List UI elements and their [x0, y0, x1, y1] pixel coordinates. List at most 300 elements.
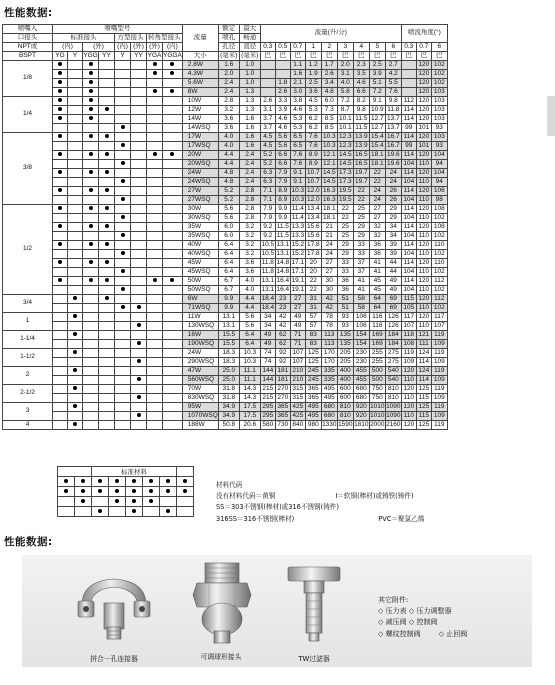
flow-value: 680	[353, 394, 369, 403]
availability-dot-icon	[58, 98, 62, 102]
availability-dot-icon	[89, 62, 93, 66]
availability-cell	[115, 295, 131, 304]
availability-cell	[53, 376, 68, 385]
availability-cell	[115, 421, 131, 430]
free-passage: 1.0	[239, 70, 260, 79]
availability-cell	[163, 187, 183, 196]
flow-value: 18.1	[370, 159, 384, 167]
spray-angle-value: 104	[401, 232, 416, 241]
availability-cell	[147, 394, 163, 403]
flow-value: 6.2	[305, 115, 321, 124]
pressure-3: 3	[337, 43, 353, 52]
flow-size: 40W	[182, 241, 218, 250]
flow-value: 16.7	[386, 132, 400, 140]
flow-value: 3.1	[337, 70, 353, 79]
free-passage: 2.4	[239, 178, 260, 187]
flow-value: 18.4	[261, 303, 275, 311]
availability-cell	[99, 115, 115, 124]
accessory-line-2: ◇ 减压阀 ◇ 控制阀	[378, 618, 438, 627]
availability-cell	[99, 250, 115, 259]
table-row	[3, 385, 448, 394]
availability-cell	[83, 313, 99, 322]
table-row	[3, 169, 448, 178]
bar-unit: 巴	[353, 52, 369, 61]
flow-value: 5.2	[260, 151, 275, 160]
availability-cell	[147, 331, 163, 340]
flow-value: 13.7	[386, 114, 400, 122]
material-cell	[143, 487, 160, 497]
availability-cell	[53, 421, 68, 430]
availability-cell	[99, 124, 115, 133]
flow-value: 10.9	[370, 105, 384, 113]
orifice-diameter: 9.9	[218, 295, 239, 304]
availability-cell	[53, 331, 68, 340]
flow-value: 245	[305, 367, 321, 376]
flow-size: 14WSQ	[182, 124, 218, 133]
pressure-2: 2	[321, 43, 337, 52]
availability-cell	[83, 61, 99, 70]
flow-value: 125	[305, 349, 321, 358]
spray-angle-value: 110	[416, 322, 431, 331]
availability-cell	[83, 133, 99, 142]
availability-cell	[68, 340, 83, 349]
flow-value: 107	[290, 349, 305, 358]
availability-cell	[115, 178, 131, 187]
flow-value: 230	[353, 358, 369, 367]
free-passage: 1.3	[239, 106, 260, 115]
availability-cell	[131, 160, 147, 169]
flow-value: 810	[337, 403, 353, 412]
flow-value: 5.2	[260, 160, 275, 169]
flow-value: 4.2	[385, 70, 401, 79]
availability-cell	[68, 304, 83, 313]
availability-dot-icon	[137, 359, 141, 363]
materials-row	[58, 497, 194, 507]
flow-size: 50WSQ	[182, 286, 218, 295]
flow-value: 9.8	[385, 97, 401, 106]
availability-dot-icon	[121, 287, 125, 291]
flow-lpm-header: 流量(升/分)	[260, 25, 401, 43]
flow-value: 58	[353, 295, 369, 304]
flow-value: 39	[385, 241, 401, 250]
flow-value: 83	[305, 340, 321, 349]
spray-angle-value: 114	[401, 106, 416, 115]
table-row	[3, 205, 448, 214]
material-dot-icon	[115, 479, 119, 483]
availability-cell	[99, 277, 115, 286]
availability-dot-icon	[89, 71, 93, 75]
availability-cell	[163, 385, 183, 394]
availability-cell	[131, 268, 147, 277]
spray-angle-value: 120	[401, 385, 416, 394]
flow-value: 12.3	[338, 132, 352, 140]
availability-cell	[68, 214, 83, 223]
availability-cell	[68, 160, 83, 169]
table-row	[3, 403, 448, 412]
availability-cell	[83, 196, 99, 205]
flow-value: 10.3	[291, 195, 305, 203]
availability-dot-icon	[89, 224, 93, 228]
table-row	[3, 304, 448, 313]
flow-value	[260, 79, 275, 88]
availability-dot-icon	[121, 269, 125, 273]
inlet-size: 1-1/4	[3, 331, 53, 349]
flow-value: 33	[337, 268, 353, 277]
orifice-diameter: 9.9	[218, 304, 239, 313]
availability-cell	[147, 124, 163, 133]
spray-angle-value: 109	[431, 358, 447, 367]
flow-value: 30	[321, 286, 337, 295]
bar-unit: 巴	[431, 52, 447, 61]
flow-value: 2000	[370, 420, 385, 428]
rot-out-header: (外)	[147, 43, 163, 52]
flow-value: 10.5	[261, 240, 275, 248]
material-dot-icon	[115, 499, 119, 503]
availability-cell	[99, 97, 115, 106]
spray-angle-value: 102	[431, 304, 447, 313]
flow-value: 540	[385, 376, 401, 385]
flow-value: 29	[353, 223, 369, 232]
free-header-2: 畅通	[239, 34, 260, 43]
orifice-diameter: 18.3	[218, 358, 239, 367]
availability-dot-icon	[105, 278, 109, 282]
availability-cell	[131, 88, 147, 97]
availability-cell	[163, 412, 183, 421]
availability-cell	[131, 277, 147, 286]
availability-cell	[99, 295, 115, 304]
availability-cell	[99, 349, 115, 358]
flow-value: 1.6	[290, 70, 305, 79]
availability-cell	[53, 313, 68, 322]
availability-cell	[115, 394, 131, 403]
spray-angle-value: 117	[431, 313, 447, 322]
availability-cell	[99, 331, 115, 340]
angle-pressure-0-3: 0.3	[401, 43, 416, 52]
availability-dot-icon	[73, 296, 77, 300]
availability-cell	[53, 394, 68, 403]
material-cell	[75, 487, 92, 497]
availability-cell	[163, 295, 183, 304]
sq-in-header: (内)	[115, 43, 131, 52]
availability-cell	[163, 205, 183, 214]
availability-cell	[131, 313, 147, 322]
flow-value: 5.1	[369, 79, 385, 88]
spray-angle-value: 109	[431, 394, 447, 403]
free-passage: 3.2	[239, 232, 260, 241]
material-dot-icon	[166, 509, 170, 513]
availability-cell	[53, 124, 68, 133]
spray-angle-value: 125	[416, 421, 431, 430]
spray-angle-value: 120	[401, 403, 416, 412]
free-passage: 4.0	[239, 286, 260, 295]
flow-value: 92	[275, 349, 290, 358]
availability-cell	[68, 259, 83, 268]
flow-value: 154	[353, 331, 369, 340]
orifice-header-4: (毫米)	[220, 51, 238, 59]
bar-unit: 巴	[416, 52, 431, 61]
flow-value: 7.6	[385, 88, 401, 97]
availability-cell	[68, 349, 83, 358]
spray-angle-value: 101	[416, 142, 431, 151]
table-row	[3, 106, 448, 115]
flow-value: 10.3	[291, 186, 305, 194]
flow-value: 500	[369, 367, 385, 376]
flow-size: 45WSQ	[182, 268, 218, 277]
table-row	[3, 349, 448, 358]
availability-dot-icon	[58, 224, 62, 228]
flow-value: 215	[260, 385, 275, 394]
material-dot-icon	[149, 479, 153, 483]
availability-cell	[83, 421, 99, 430]
availability-cell	[83, 187, 99, 196]
material-cell	[92, 477, 109, 487]
material-cell	[143, 507, 160, 517]
flow-size: 27WSQ	[182, 196, 218, 205]
flow-value: 920	[353, 403, 369, 412]
availability-cell	[68, 61, 83, 70]
flow-value: 16.4	[276, 276, 290, 284]
availability-cell	[115, 61, 131, 70]
flow-size: 20W	[182, 151, 218, 160]
flow-value: 810	[385, 394, 401, 403]
product-caption-2: 可调球形接头	[200, 653, 242, 661]
flow-value: 126	[385, 313, 401, 322]
availability-cell	[115, 277, 131, 286]
flow-size: 30W	[182, 205, 218, 214]
availability-cell	[115, 268, 131, 277]
spray-angle-value: 120	[416, 277, 431, 286]
availability-cell	[115, 151, 131, 160]
spray-angle-value: 110	[401, 394, 416, 403]
availability-cell	[163, 394, 183, 403]
availability-cell	[99, 70, 115, 79]
flow-value: 21	[321, 223, 337, 232]
availability-cell	[99, 151, 115, 160]
flow-value: 275	[385, 349, 401, 358]
flow-size: 8W	[182, 88, 218, 97]
material-cell	[58, 507, 75, 517]
availability-cell	[68, 313, 83, 322]
flow-value: 3.1	[260, 106, 275, 115]
accessory-line-3: ◇ 螺纹控制阀 ◇ 止回阀	[378, 629, 468, 638]
spray-angle-value: 124	[416, 349, 431, 358]
availability-cell	[53, 205, 68, 214]
availability-cell	[99, 223, 115, 232]
flow-value: 495	[321, 394, 337, 403]
spray-angle-value: 110	[416, 250, 431, 259]
material-dot-icon	[98, 489, 102, 493]
availability-cell	[163, 106, 183, 115]
availability-cell	[131, 358, 147, 367]
flow-value: 170	[321, 358, 337, 367]
orifice-diameter: 50.8	[218, 421, 239, 430]
flow-value: 1.9	[305, 70, 321, 79]
flow-value: 42	[275, 322, 290, 331]
availability-cell	[147, 367, 163, 376]
spray-angle-value: 120	[416, 97, 431, 106]
flow-value: 13.4	[306, 204, 320, 212]
flow-value: 7.2	[337, 97, 353, 106]
angle-header: 喷流角度(°)	[401, 25, 447, 43]
availability-cell	[83, 70, 99, 79]
flow-value: 17.1	[291, 267, 305, 275]
orifice-diameter: 2.0	[218, 70, 239, 79]
orifice-diameter: 6.7	[218, 286, 239, 295]
availability-cell	[68, 142, 83, 151]
availability-dot-icon	[58, 71, 62, 75]
availability-dot-icon	[73, 368, 77, 372]
availability-cell	[99, 286, 115, 295]
flow-value: 245	[305, 376, 321, 385]
availability-cell	[99, 385, 115, 394]
availability-cell	[68, 412, 83, 421]
flow-value: 11.4	[291, 204, 304, 212]
flow-size: 35WSQ	[182, 232, 218, 241]
materials-header-spacer	[177, 467, 194, 477]
flow-value: 495	[305, 412, 321, 421]
availability-cell	[68, 277, 83, 286]
flow-value: 18.1	[370, 150, 384, 158]
orifice-diameter: 31.8	[218, 385, 239, 394]
flow-value: 5.5	[385, 79, 401, 88]
flow-value: 1010	[370, 411, 385, 419]
flow-value: 11.4	[291, 213, 304, 221]
availability-cell	[163, 367, 183, 376]
spray-angle-value: 102	[431, 79, 447, 88]
availability-dot-icon	[105, 107, 109, 111]
table-row	[3, 124, 448, 133]
availability-cell	[53, 151, 68, 160]
flow-value: 41	[369, 268, 385, 277]
spray-angle-value: 115	[416, 412, 431, 421]
performance-table-body	[3, 61, 448, 430]
flow-value: 230	[353, 349, 369, 358]
free-passage: 5.6	[239, 322, 260, 331]
availability-cell	[163, 259, 183, 268]
availability-cell	[83, 358, 99, 367]
flow-size: 830WSQ	[182, 394, 218, 403]
flow-value: 13.3	[291, 222, 305, 230]
availability-cell	[163, 115, 183, 124]
flow-value: 14.8	[276, 258, 290, 266]
flow-value: 270	[275, 385, 290, 394]
availability-cell	[131, 187, 147, 196]
flow-value: 9.8	[353, 106, 369, 115]
spray-angle-value: 119	[431, 421, 447, 430]
flow-value: 12.7	[370, 114, 384, 122]
spray-angle-value: 94	[431, 160, 447, 169]
flow-value: 14.5	[322, 168, 336, 176]
availability-cell	[53, 241, 68, 250]
flow-value: 1810	[354, 420, 369, 428]
availability-cell	[53, 223, 68, 232]
flow-value: 19.5	[338, 186, 352, 194]
free-passage: 1.6	[239, 124, 260, 133]
flow-value: 29	[385, 205, 401, 214]
free-passage: 2.8	[239, 196, 260, 205]
flow-value: 15.4	[370, 132, 384, 140]
availability-cell	[115, 106, 131, 115]
orifice-diameter: 4.4	[218, 160, 239, 169]
flow-value: 750	[369, 385, 385, 394]
flow-size: 14W	[182, 115, 218, 124]
flow-size-header: 流量	[182, 25, 218, 52]
availability-cell	[53, 286, 68, 295]
spray-angle-value	[401, 88, 416, 97]
spray-angle-value: 102	[431, 232, 447, 241]
availability-cell	[68, 205, 83, 214]
flow-value: 62	[275, 340, 290, 349]
flow-value: 25	[353, 214, 369, 223]
availability-cell	[147, 259, 163, 268]
flow-value: 3.9	[275, 106, 290, 115]
flow-value: 51	[337, 295, 353, 304]
flow-value: 45	[369, 286, 385, 295]
availability-cell	[53, 277, 68, 286]
availability-cell	[83, 349, 99, 358]
ball-joint-icon	[187, 559, 257, 645]
flow-value: 116	[369, 322, 385, 331]
flow-value: 49	[385, 277, 401, 286]
flow-value: 106	[353, 313, 369, 322]
availability-cell	[115, 88, 131, 97]
spray-angle-value: 114	[416, 358, 431, 367]
product-ball-joint	[187, 559, 257, 659]
table-row	[3, 421, 448, 430]
availability-cell	[53, 70, 68, 79]
availability-cell	[115, 205, 131, 214]
availability-cell	[68, 97, 83, 106]
availability-cell	[163, 196, 183, 205]
flow-value: 22	[337, 214, 353, 223]
table-row	[3, 232, 448, 241]
bar-unit: 巴	[305, 52, 321, 61]
spray-angle-value: 104	[431, 151, 447, 160]
spray-angle-value: 114	[401, 187, 416, 196]
availability-cell	[147, 340, 163, 349]
pressure-1: 1	[305, 43, 321, 52]
flow-value: 6.6	[275, 151, 290, 160]
availability-cell	[68, 169, 83, 178]
material-cell	[92, 497, 109, 507]
availability-cell	[147, 79, 163, 88]
flow-value: 24	[385, 178, 401, 187]
spray-angle-value: 119	[431, 367, 447, 376]
flow-value: 22	[353, 187, 369, 196]
flow-value: 1090	[386, 411, 401, 419]
flow-value: 11.5	[276, 231, 289, 239]
availability-cell	[99, 376, 115, 385]
availability-cell	[147, 115, 163, 124]
availability-cell	[53, 367, 68, 376]
code-yg: YG	[53, 52, 68, 61]
flow-value: 42	[321, 295, 337, 304]
availability-dot-icon	[170, 152, 174, 156]
free-passage: 10.3	[239, 349, 260, 358]
product-split-eyelet	[74, 565, 154, 663]
availability-cell	[83, 160, 99, 169]
flow-value: 23	[275, 295, 290, 304]
free-passage: 17.5	[239, 412, 260, 421]
flow-value: 580	[260, 421, 275, 430]
flow-value: 41	[353, 286, 369, 295]
flow-value: 23	[275, 304, 290, 313]
table-row	[3, 79, 448, 88]
inlet-size: 1/2	[3, 205, 53, 295]
material-cell	[109, 477, 126, 487]
spray-angle-value: 93	[431, 124, 447, 133]
availability-cell	[99, 142, 115, 151]
